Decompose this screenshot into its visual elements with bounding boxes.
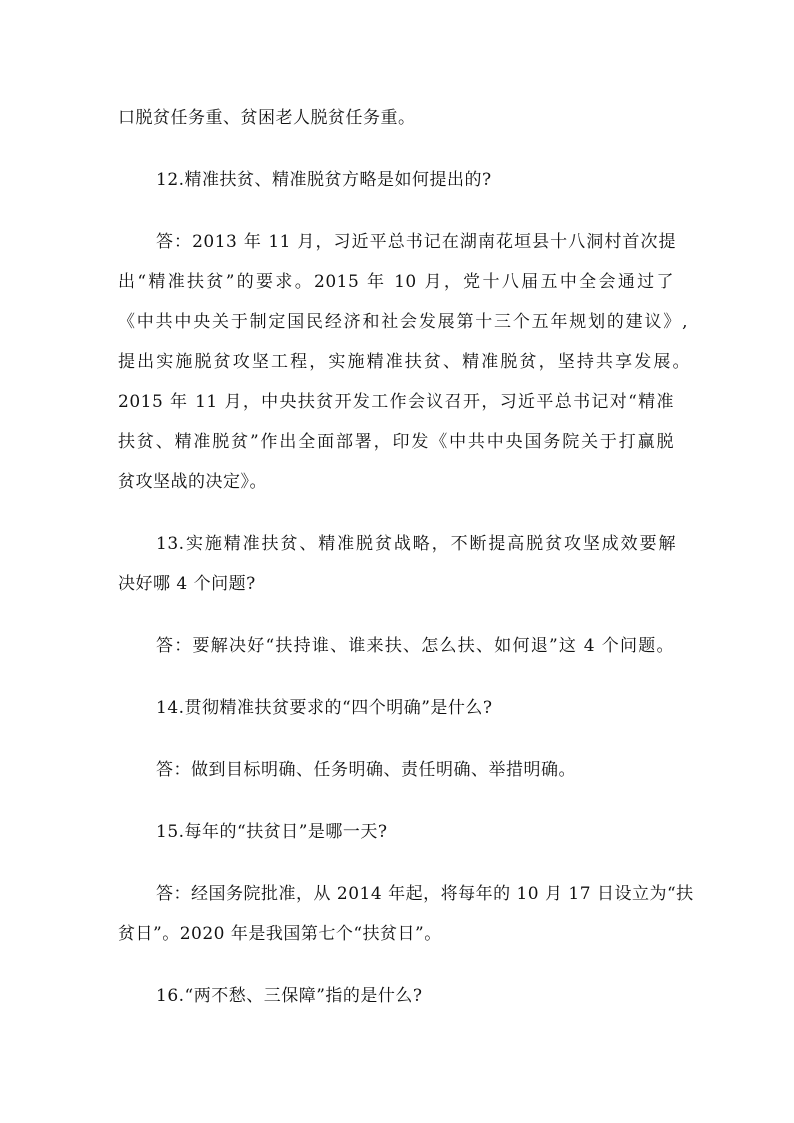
answer-12-line-6: 扶贫、精准脱贫”作出全面部署，印发《中共中央国务院关于打赢脱 <box>118 432 674 452</box>
question-12: 12.精准扶贫、精准脱贫方略是如何提出的? <box>156 170 492 190</box>
question-13-line-2: 决好哪 4 个问题? <box>118 574 256 594</box>
answer-15-line-1: 答：经国务院批准，从 2014 年起，将每年的 10 月 17 日设立为“扶 <box>156 884 694 904</box>
answer-12-line-3: 《中共中央关于制定国民经济和社会发展第十三个五年规划的建议》, <box>118 312 688 332</box>
answer-13: 答：要解决好“扶持谁、谁来扶、怎么扶、如何退”这 4 个问题。 <box>156 636 674 656</box>
question-14: 14.贯彻精准扶贫要求的“四个明确”是什么? <box>156 698 493 718</box>
answer-12-line-1: 答：2013 年 11 月，习近平总书记在湖南花垣县十八洞村首次提 <box>156 232 676 252</box>
question-15: 15.每年的“扶贫日”是哪一天? <box>156 822 388 842</box>
answer-12-line-2: 出“精准扶贫”的要求。2015 年 10 月，党十八届五中全会通过了 <box>118 272 674 292</box>
question-13-line-1: 13.实施精准扶贫、精准脱贫战略，不断提高脱贫攻坚成效要解 <box>156 534 676 554</box>
answer-12-line-7: 贫攻坚战的决定》。 <box>118 472 267 492</box>
text-line: 口脱贫任务重、贫困老人脱贫任务重。 <box>118 108 416 128</box>
answer-12-line-5: 2015 年 11 月，中央扶贫开发工作会议召开，习近平总书记对“精准 <box>118 392 674 412</box>
answer-14: 答：做到目标明确、任务明确、责任明确、举措明确。 <box>156 760 576 780</box>
question-16: 16.“两不愁、三保障”指的是什么? <box>156 986 423 1006</box>
answer-15-line-2: 贫日”。2020 年是我国第七个“扶贫日”。 <box>118 924 442 944</box>
answer-12-line-4: 提出实施脱贫攻坚工程，实施精准扶贫、精准脱贫，坚持共享发展。 <box>118 352 690 372</box>
